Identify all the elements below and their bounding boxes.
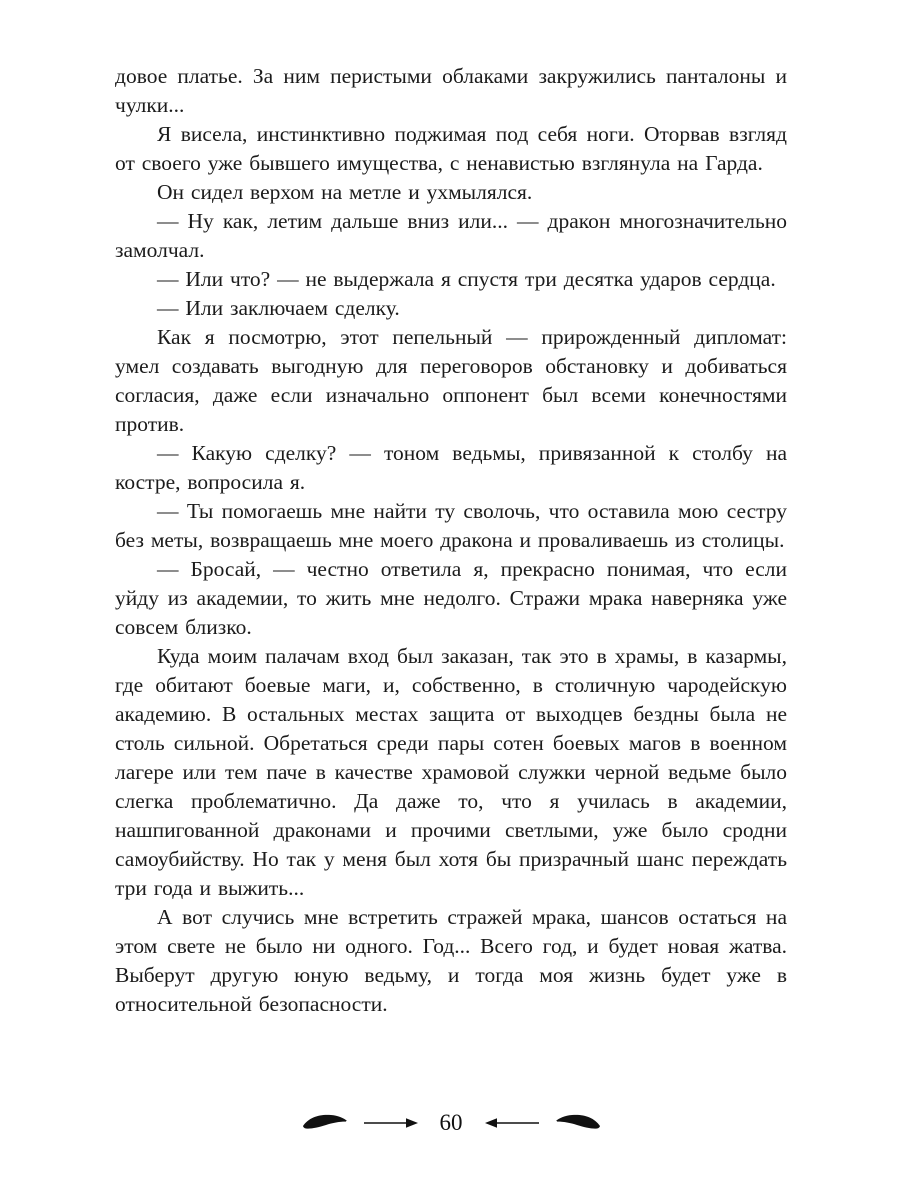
arrow-right-icon — [364, 1117, 418, 1129]
arrow-left-icon — [485, 1117, 539, 1129]
paragraph: — Ну как, летим дальше вниз или... — дракон многозначительно замолчал. — [115, 209, 787, 262]
paragraph: Я висела, инстинктивно поджимая под себя ноги. Оторвав взгляд от своего уже бывшего имущества, с ненавистью взглянула на Гарда. — [115, 122, 787, 175]
paragraph: — Или что? — не выдержала я спустя три десятка ударов сердца. — [157, 267, 776, 291]
page-number: 60 — [439, 1110, 463, 1135]
page-text — [115, 62, 787, 1019]
paragraph: Как я посмотрю, этот пепельный — прирожденный дипломат: умел создавать выгодную для переговоров обстановку и добиваться согласия, даже если изначально оппонент был всеми конечностями против. — [115, 325, 787, 436]
paragraph: — Какую сделку? — тоном ведьмы, привязанной к столбу на костре, вопросила я. — [115, 441, 787, 494]
paragraph: — Или заключаем сделку. — [157, 296, 400, 320]
leaf-ornament-right-icon — [555, 1113, 601, 1133]
paragraph: — Бросай, — честно ответила я, прекрасно понимая, что если уйду из академии, то жить мне недолго. Стражи мрака наверняка уже совсем близко. — [115, 557, 787, 639]
paragraph: Куда моим палачам вход был заказан, так это в храмы, в казармы, где обитают боевые маги, и, собственно, в столичную чародейскую академию. В остальных местах защита от выходцев бездны была не столь сильной. Обретаться среди пары сотен боевых магов в военном лагере или тем паче в качестве храмовой служки черной ведьме было слегка проблематично. Да даже то, что я училась в академии, нашпигованной драконами и прочими светлыми, уже было сродни самоубийству. Но так у меня был хотя бы призрачный шанс переждать три года и выжить... — [115, 644, 787, 900]
leaf-ornament-left-icon — [302, 1113, 348, 1133]
paragraph: довое платье. За ним перистыми облаками закружились панталоны и чулки... — [115, 64, 787, 117]
page-footer — [115, 1111, 787, 1134]
paragraph: А вот случись мне встретить стражей мрака, шансов остаться на этом свете не было ни одного. Год... Всего год, и будет новая жатва. Выберут другую юную ведьму, и тогда моя жизнь будет уже в относительной безопасности. — [115, 905, 787, 1016]
paragraph: — Ты помогаешь мне найти ту сволочь, что оставила мою сестру без меты, возвращаешь мне моего дракона и проваливаешь из столицы. — [115, 499, 787, 552]
paragraph: Он сидел верхом на метле и ухмылялся. — [157, 180, 533, 204]
